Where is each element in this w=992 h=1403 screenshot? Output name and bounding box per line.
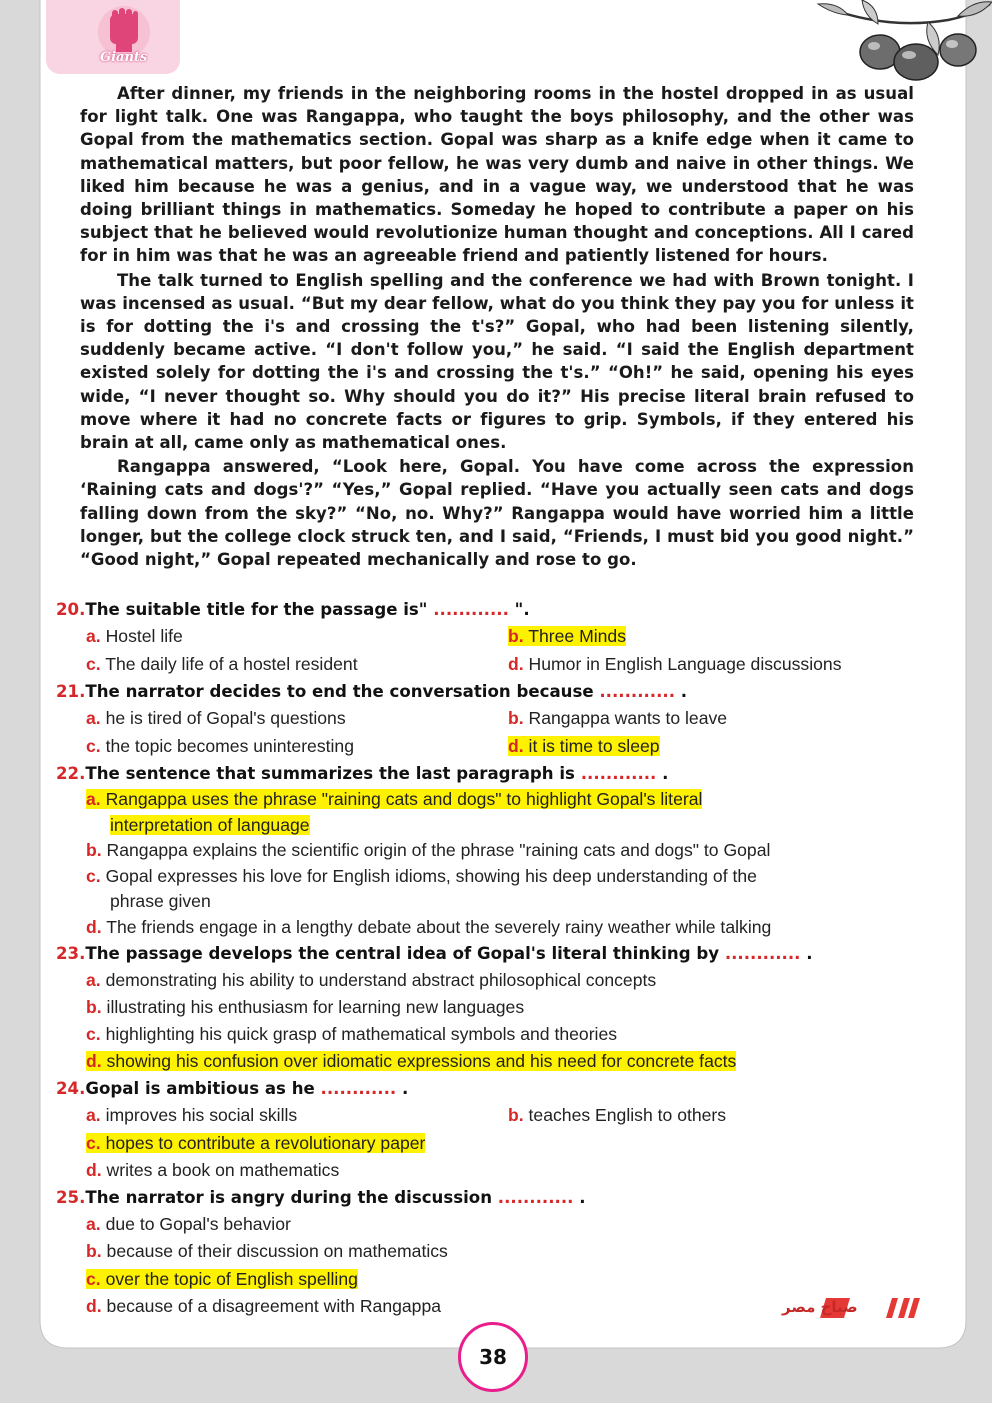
question-stem	[56, 1075, 926, 1102]
logo-text: Giants	[100, 50, 148, 65]
option-d[interactable]	[508, 651, 842, 678]
option-letter: b.	[86, 840, 102, 860]
question-number: 22.	[56, 764, 86, 783]
question-blank: ............	[724, 944, 801, 963]
question-text: The sentence that summarizes the last paragraph is	[85, 764, 581, 783]
option-letter: b.	[508, 708, 524, 728]
option-text-continued: interpretation of language	[110, 814, 310, 835]
option-text: Rangappa uses the phrase "raining cats and dogs" to highlight Gopal's literal	[105, 789, 703, 809]
option-text: over the topic of English spelling	[105, 1268, 358, 1289]
option-text: showing his confusion over idiomatic expressions and his need for concrete facts	[106, 1051, 737, 1071]
option-letter: d.	[86, 1159, 102, 1180]
question-number: 23.	[56, 944, 86, 963]
question-21	[56, 678, 926, 760]
question-tail: .	[656, 764, 669, 783]
option-b[interactable]	[56, 994, 926, 1021]
option-text: Rangappa wants to leave	[528, 708, 728, 728]
option-letter: b.	[86, 1241, 102, 1261]
option-text: the topic becomes uninteresting	[105, 735, 354, 756]
option-text: because of their discussion on mathematics	[106, 1241, 448, 1261]
question-tail: ".	[508, 600, 530, 619]
option-letter: a.	[86, 1213, 101, 1234]
option-letter: c.	[86, 865, 101, 886]
page-number: 38	[458, 1322, 528, 1392]
option-c[interactable]	[56, 864, 926, 915]
question-20	[56, 596, 926, 678]
option-text: demonstrating his ability to understand abstract philosophical concepts	[105, 970, 657, 990]
option-text: Rangappa explains the scientific origin of the phrase "raining cats and dogs" to Gopal	[106, 840, 771, 860]
question-blank: ............	[433, 600, 509, 619]
option-text: he is tired of Gopal's questions	[105, 708, 346, 728]
question-text: The suitable title for the passage is"	[85, 600, 434, 619]
passage-paragraph-1: After dinner, my friends in the neighboring rooms in the hostel dropped in as usual for light talk. One was Rangappa, who taught the boys philosophy, and the other was Gopal from the mathematics section. Gopal was sharp as a knife edge when it came to mathematical matters, but poor fellow, he was very dumb and naive in other things. We liked him because he was a genius, and in a vague way, we understood that he was doing brilliant things in mathematics. Someday he hoped to contribute a paper on his subject that he believed would revolutionize human thought and conceptions. All I cared for in him was that he was an agreeable friend and patiently listened for hours.	[80, 84, 914, 266]
option-letter: a.	[86, 708, 101, 728]
option-c[interactable]	[56, 1021, 926, 1048]
option-text: it is time to sleep	[528, 735, 660, 756]
option-a[interactable]	[56, 1211, 926, 1239]
site-watermark	[780, 1290, 940, 1330]
passage-paragraph-2: The talk turned to English spelling and the conference we had with Brown tonight. I was incensed as usual. “But my dear fellow, what do you think they pay you for unless it is for dotting the i's and crossing the t's?” Gopal, who had been listening silently, suddenly became active. “I don't follow you,” he said. “I said the English department existed solely for dotting the i's and crossing the t's.” “Oh!” he said, opening his eyes wide, “I never thought so. Why should you do it?” His precise literal brain refused to move where it had no concrete facts or figures to grip. Symbols, if they entered his brain at all, came only as mathematical ones.	[80, 270, 914, 453]
option-text: teaches English to others	[528, 1105, 727, 1125]
question-text: The narrator is angry during the discussion	[85, 1187, 498, 1207]
option-b[interactable]	[508, 705, 727, 732]
question-number: 21.	[56, 682, 86, 701]
option-text: Hostel life	[105, 626, 183, 646]
question-tail: .	[800, 944, 813, 963]
option-a[interactable]	[86, 1102, 297, 1129]
option-letter: d.	[86, 916, 102, 937]
option-text: Three Minds	[528, 626, 626, 646]
option-c[interactable]	[86, 651, 358, 678]
question-stem	[56, 760, 926, 787]
option-letter: a.	[86, 789, 101, 809]
option-letter: c.	[86, 1132, 101, 1153]
option-text: Gopal expresses his love for English idioms, showing his deep understanding of the	[105, 865, 757, 886]
option-text: highlighting his quick grasp of mathematical symbols and theories	[105, 1024, 618, 1044]
question-tail: .	[573, 1187, 586, 1207]
question-text: Gopal is ambitious as he	[85, 1079, 321, 1098]
question-text: The passage develops the central idea of Gopal's literal thinking by	[85, 944, 725, 963]
question-blank: ............	[320, 1079, 397, 1098]
option-text: because of a disagreement with Rangappa	[106, 1296, 442, 1316]
option-letter: c.	[86, 1268, 101, 1289]
question-24	[56, 1075, 926, 1184]
question-number: 24.	[56, 1079, 86, 1098]
option-b[interactable]	[56, 1238, 926, 1266]
question-stem	[56, 678, 926, 705]
question-text: The narrator decides to end the conversation because	[85, 682, 600, 701]
option-a-correct[interactable]	[56, 787, 926, 838]
option-letter: b.	[508, 1105, 524, 1125]
question-list	[56, 596, 926, 1321]
option-a[interactable]	[86, 705, 346, 732]
option-text: writes a book on mathematics	[106, 1159, 340, 1180]
option-c-correct[interactable]	[56, 1130, 926, 1157]
option-b[interactable]	[56, 838, 926, 864]
option-letter: d.	[508, 735, 524, 756]
option-letter: a.	[86, 1105, 101, 1125]
option-text: The friends engage in a lengthy debate about the severely rainy weather while talking	[106, 916, 772, 937]
option-d-correct[interactable]	[508, 733, 660, 760]
question-tail: .	[675, 682, 688, 701]
option-letter: d.	[86, 1051, 102, 1071]
question-blank: ............	[497, 1187, 574, 1207]
option-b-correct[interactable]	[508, 623, 626, 650]
option-text: hopes to contribute a revolutionary paper	[105, 1132, 426, 1153]
option-a[interactable]	[86, 623, 183, 650]
site-name: صباح مصر	[782, 1298, 858, 1316]
option-text: improves his social skills	[105, 1105, 298, 1125]
option-letter: d.	[86, 1296, 102, 1316]
option-letter: d.	[508, 653, 524, 674]
option-text: The daily life of a hostel resident	[105, 653, 358, 674]
option-text: due to Gopal's behavior	[105, 1213, 291, 1234]
option-b[interactable]	[508, 1102, 726, 1129]
option-c-correct[interactable]	[56, 1266, 926, 1294]
question-stem	[56, 940, 926, 967]
option-letter: b.	[508, 626, 524, 646]
option-d-correct[interactable]	[56, 1048, 926, 1075]
option-a[interactable]	[56, 967, 926, 994]
question-blank: ............	[580, 764, 657, 783]
option-letter: c.	[86, 735, 101, 756]
question-blank: ............	[599, 682, 676, 701]
option-d[interactable]	[56, 1157, 926, 1184]
option-letter: a.	[86, 626, 101, 646]
option-letter: a.	[86, 970, 101, 990]
option-letter: c.	[86, 1024, 101, 1044]
question-22	[56, 760, 926, 940]
question-stem	[56, 1184, 926, 1211]
option-d[interactable]	[56, 915, 926, 941]
question-tail: .	[396, 1079, 409, 1098]
question-23	[56, 940, 926, 1075]
option-letter: b.	[86, 997, 102, 1017]
question-number: 20.	[56, 600, 86, 619]
reading-passage	[80, 82, 914, 572]
option-c[interactable]	[86, 733, 354, 760]
passage-paragraph-3: Rangappa answered, “Look here, Gopal. You have come across the expression ‘Raining cats and dogs'?” “Yes,” Gopal replied. “Have you actually seen cats and dogs falling down from the sky?” “No, no. Why?” Rangappa would have worried him a little longer, but the college clock struck ten, and I said, “Friends, I must bid you good night.” “Good night,” Gopal repeated mechanically and rose to go.	[80, 457, 914, 570]
option-text-continued: phrase given	[110, 891, 211, 911]
option-text: illustrating his enthusiasm for learning new languages	[106, 997, 525, 1017]
question-number: 25.	[56, 1187, 86, 1207]
question-stem	[56, 596, 926, 623]
option-text: Humor in English Language discussions	[528, 653, 842, 674]
option-letter: c.	[86, 653, 101, 674]
